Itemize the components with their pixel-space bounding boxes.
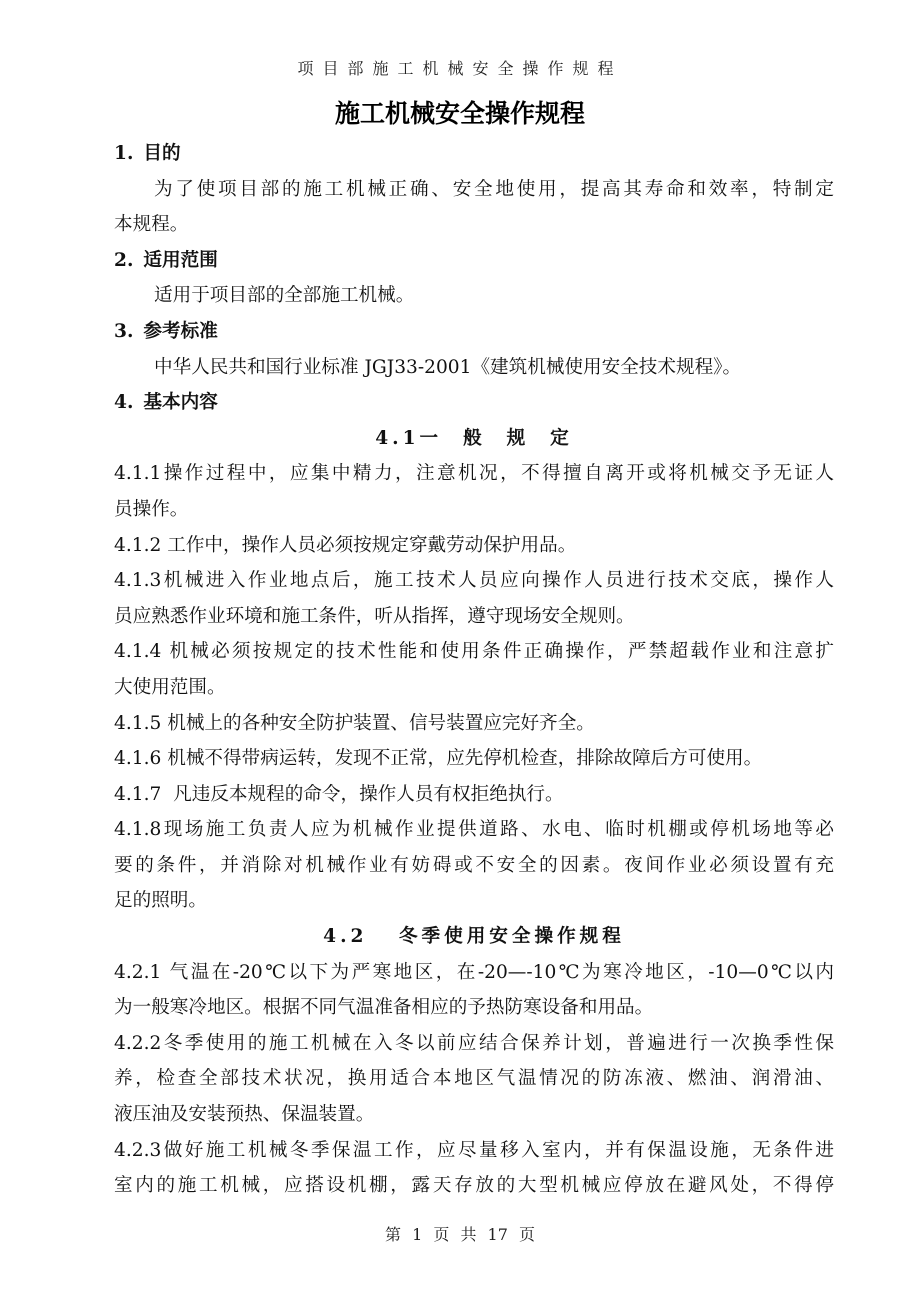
clause-4-1-3: 4.1.3机械进入作业地点后，施工技术人员应向操作人员进行技术交底，操作人 xyxy=(114,570,834,592)
clause-4-1-4-cont: 大使用范围。 xyxy=(114,676,226,698)
section-title: 适用范围 xyxy=(143,249,218,271)
clause-4-2-1-cont: 为一般寒冷地区。根据不同气温准备相应的予热防寒设备和用品。 xyxy=(114,997,654,1019)
document-title: 施工机械安全操作规程 xyxy=(334,99,585,128)
paragraph-line: 为了使项目部的施工机械正确、安全地使用，提高其寿命和效率，特制定 xyxy=(154,178,834,200)
clause-4-2-2-cont: 液压油及安装预热、保温装置。 xyxy=(114,1104,375,1126)
clause-4-2-2: 4.2.2冬季使用的施工机械在入冬以前应结合保养计划，普遍进行一次换季性保 xyxy=(114,1032,834,1054)
section-heading-reference xyxy=(114,314,834,350)
clause-4-2-3-cont: 室内的施工机械，应搭设机棚，露天存放的大型机械应停放在避风处，不得停 xyxy=(114,1175,834,1197)
page-number-footer: 第 1 页 共 17 页 xyxy=(385,1225,535,1244)
clause-4-2-2-cont: 养，检查全部技术状况，换用适合本地区气温情况的防冻液、燃油、润滑油、 xyxy=(114,1068,834,1090)
section-number: 4. xyxy=(114,392,134,414)
clause-4-1-8: 4.1.8现场施工负责人应为机械作业提供道路、水电、临时机棚或停机场地等必 xyxy=(114,819,834,841)
section-number: 2. xyxy=(114,249,134,271)
clause-4-1-8-cont: 要的条件，并消除对机械作业有妨碍或不安全的因素。夜间作业必须设置有充 xyxy=(114,854,834,876)
clause-4-1-7: 4.1.7 凡违反本规程的命令，操作人员有权拒绝执行。 xyxy=(114,783,564,805)
clause-4-1-3-cont: 员应熟悉作业环境和施工条件，听从指挥，遵守现场安全规则。 xyxy=(114,605,635,627)
clause-4-1-6: 4.1.6 机械不得带病运转，发现不正常，应先停机检查，排除故障后方可使用。 xyxy=(114,748,763,770)
subsection-heading-winter: 4.2 冬季使用安全操作规程 xyxy=(323,926,625,948)
section-title: 目的 xyxy=(143,143,181,164)
section-number: 1. xyxy=(114,143,134,164)
clause-4-1-8-cont: 足的照明。 xyxy=(114,890,207,912)
subsection-heading-general: 4.1一 般 规 定 xyxy=(375,427,573,449)
clause-4-1-5: 4.1.5 机械上的各种安全防护装置、信号装置应完好齐全。 xyxy=(114,712,595,734)
section-heading-content xyxy=(114,385,834,421)
section-heading-scope xyxy=(114,243,834,279)
clause-4-2-1: 4.2.1 气温在-20℃以下为严寒地区，在-20—-10℃为寒冷地区，-10—0℃以内 xyxy=(114,961,834,983)
clause-4-1-2: 4.1.2 工作中，操作人员必须按规定穿戴劳动保护用品。 xyxy=(114,534,577,556)
clause-4-1-4: 4.1.4 机械必须按规定的技术性能和使用条件正确操作，严禁超载作业和注意扩 xyxy=(114,641,834,663)
paragraph-line: 本规程。 xyxy=(114,214,189,236)
paragraph-line: 中华人民共和国行业标准 JGJ33-2001《建筑机械使用安全技术规程》。 xyxy=(154,356,742,378)
clause-4-1-1: 4.1.1操作过程中，应集中精力，注意机况，不得擅自离开或将机械交予无证人 xyxy=(114,463,834,485)
paragraph-line: 适用于项目部的全部施工机械。 xyxy=(154,285,415,307)
section-number: 3. xyxy=(114,320,134,342)
clause-4-1-1-cont: 员操作。 xyxy=(114,498,189,520)
clause-4-2-3: 4.2.3做好施工机械冬季保温工作，应尽量移入室内，并有保温设施，无条件进 xyxy=(114,1139,834,1161)
section-title: 基本内容 xyxy=(143,392,218,414)
section-title: 参考标准 xyxy=(143,320,218,342)
document-body xyxy=(114,136,834,1204)
running-header: 项目部施工机械安全操作规程 xyxy=(297,59,623,78)
section-heading-purpose xyxy=(114,136,834,172)
